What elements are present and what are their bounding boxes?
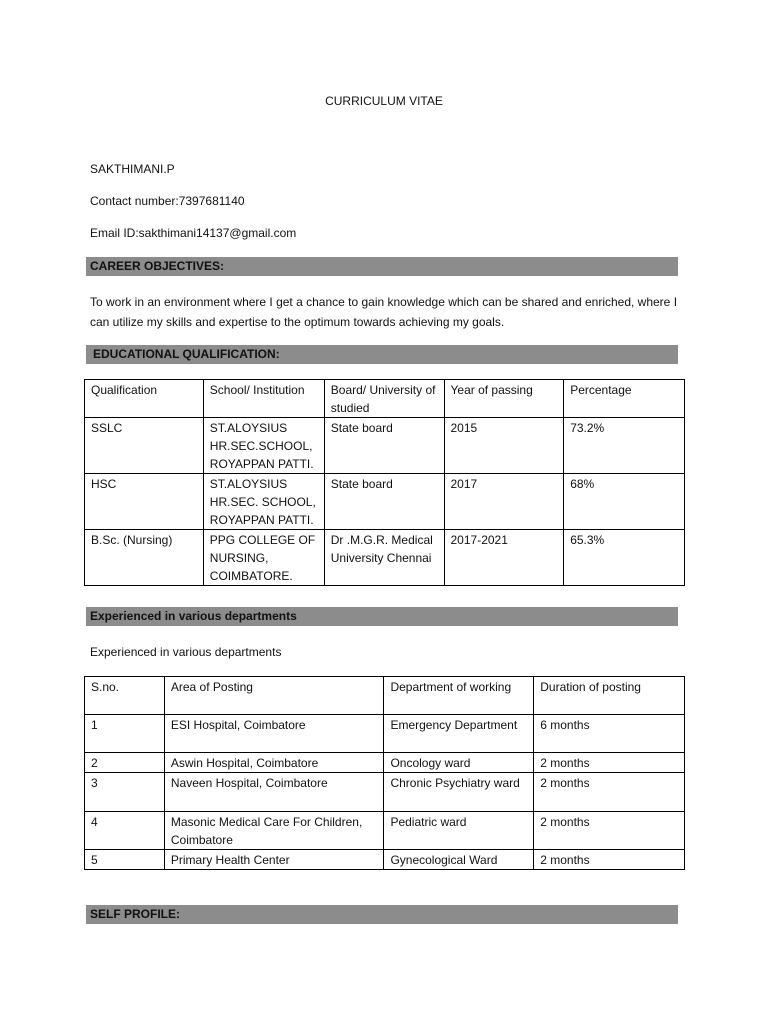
table-row <box>85 474 685 530</box>
table-cell: 6 months <box>534 715 685 753</box>
table-row <box>85 773 685 812</box>
experience-heading <box>86 607 678 626</box>
table-cell: State board <box>324 418 444 474</box>
table-cell: State board <box>324 474 444 530</box>
education-header-cell: Percentage <box>564 380 685 418</box>
educational-qualification-heading-text: EDUCATIONAL QUALIFICATION: <box>93 347 280 361</box>
table-cell: Gynecological Ward <box>384 850 534 870</box>
self-profile-heading-text: SELF PROFILE: <box>90 907 180 921</box>
table-cell: ST.ALOYSIUS HR.SEC. SCHOOL, ROYAPPAN PATTI. <box>203 474 324 530</box>
candidate-name: SAKTHIMANI.P <box>90 162 175 176</box>
table-cell: Primary Health Center <box>164 850 384 870</box>
table-cell: HSC <box>85 474 204 530</box>
education-header-cell: Year of passing <box>444 380 564 418</box>
table-cell: 2 <box>85 753 165 773</box>
contact-number: Contact number:7397681140 <box>90 194 245 208</box>
table-cell: 2 months <box>534 773 685 812</box>
education-header-cell: School/ Institution <box>203 380 324 418</box>
table-row <box>85 812 685 850</box>
document-title: CURRICULUM VITAE <box>325 94 443 108</box>
table-cell: 1 <box>85 715 165 753</box>
experience-heading-text: Experienced in various departments <box>90 609 297 623</box>
table-cell: Aswin Hospital, Coimbatore <box>164 753 384 773</box>
table-cell: PPG COLLEGE OF NURSING, COIMBATORE. <box>203 530 324 586</box>
table-cell: Masonic Medical Care For Children, Coimbatore <box>164 812 384 850</box>
table-cell: B.Sc. (Nursing) <box>85 530 204 586</box>
career-objectives-heading <box>86 257 678 276</box>
career-objectives-text: To work in an environment where I get a chance to gain knowledge which can be shared and enriched, where I can utilize my skills and expertise to the optimum towards achieving my goals. <box>90 295 678 329</box>
experience-header-cell: Area of Posting <box>164 677 384 715</box>
table-cell: 65.3% <box>564 530 685 586</box>
table-cell: 5 <box>85 850 165 870</box>
table-row <box>85 715 685 753</box>
self-profile-heading <box>86 905 678 924</box>
education-header-cell: Board/ University of studied <box>324 380 444 418</box>
experience-header-row <box>85 677 685 715</box>
table-cell: Pediatric ward <box>384 812 534 850</box>
table-cell: Naveen Hospital, Coimbatore <box>164 773 384 812</box>
table-cell: 2 months <box>534 850 685 870</box>
table-row <box>85 850 685 870</box>
table-row <box>85 753 685 773</box>
table-cell: ST.ALOYSIUS HR.SEC.SCHOOL, ROYAPPAN PATTI. <box>203 418 324 474</box>
table-cell: Dr .M.G.R. Medical University Chennai <box>324 530 444 586</box>
table-row <box>85 418 685 474</box>
experience-header-cell: Department of working <box>384 677 534 715</box>
table-cell: 2 months <box>534 812 685 850</box>
education-header-cell: Qualification <box>85 380 204 418</box>
table-cell: 3 <box>85 773 165 812</box>
experience-subtext: Experienced in various departments <box>90 645 282 659</box>
table-cell: 2017-2021 <box>444 530 564 586</box>
career-objectives-heading-text: CAREER OBJECTIVES: <box>90 259 225 273</box>
table-cell: 2017 <box>444 474 564 530</box>
table-cell: SSLC <box>85 418 204 474</box>
table-row <box>85 530 685 586</box>
table-cell: 4 <box>85 812 165 850</box>
table-cell: 2 months <box>534 753 685 773</box>
table-cell: 2015 <box>444 418 564 474</box>
table-cell: Emergency Department <box>384 715 534 753</box>
table-cell: Oncology ward <box>384 753 534 773</box>
table-cell: 73.2% <box>564 418 685 474</box>
education-table <box>84 379 685 586</box>
experience-table <box>84 676 685 870</box>
education-header-row <box>85 380 685 418</box>
experience-header-cell: Duration of posting <box>534 677 685 715</box>
experience-header-cell: S.no. <box>85 677 165 715</box>
email-id: Email ID:sakthimani14137@gmail.com <box>90 226 297 240</box>
table-cell: 68% <box>564 474 685 530</box>
table-cell: ESI Hospital, Coimbatore <box>164 715 384 753</box>
educational-qualification-heading <box>86 345 678 364</box>
table-cell: Chronic Psychiatry ward <box>384 773 534 812</box>
